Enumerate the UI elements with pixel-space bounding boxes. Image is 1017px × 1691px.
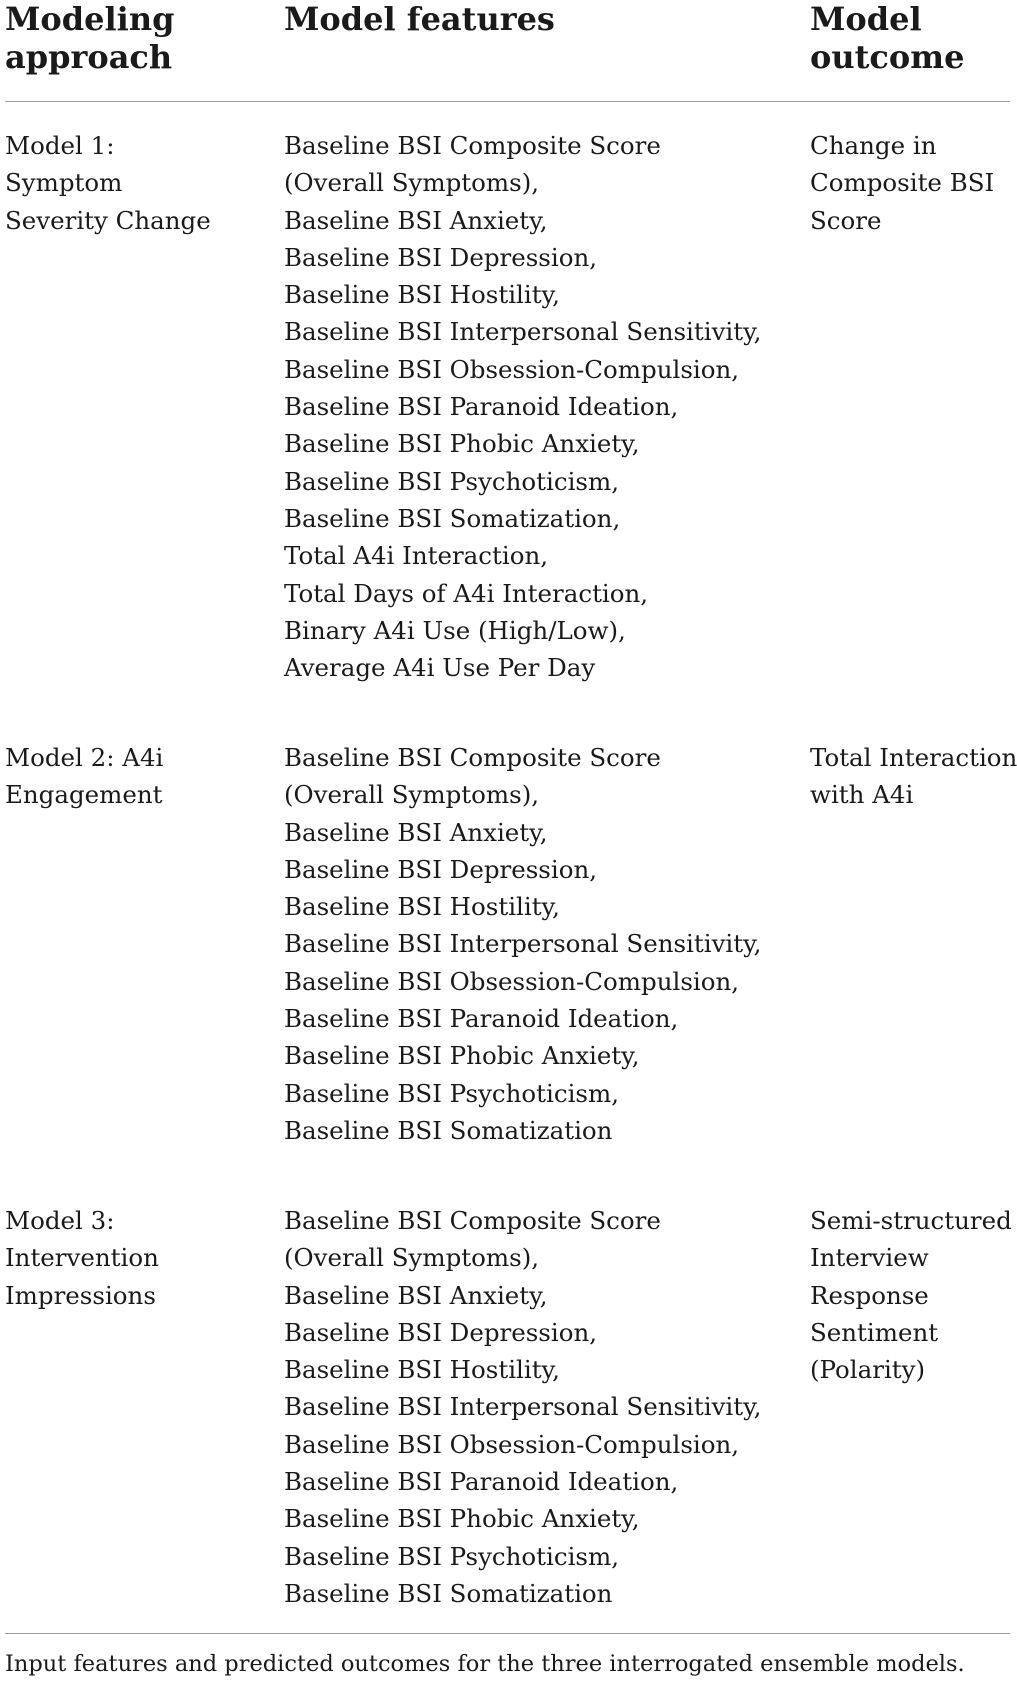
feature-line: (Overall Symptoms), (284, 168, 540, 198)
feature-line: Baseline BSI Depression, (284, 854, 598, 884)
approach-line: Severity Change (5, 205, 211, 235)
outcome-cell (810, 739, 1015, 814)
approach-cell (5, 739, 255, 814)
table-header-row (0, 0, 1017, 100)
table-caption: Input features and predicted outcomes for the three interrogated ensemble models. (5, 1651, 965, 1677)
feature-line: Baseline BSI Paranoid Ideation, (284, 1004, 679, 1034)
feature-line: Total Days of A4i Interaction, (284, 578, 649, 608)
header-features-line: Model features (284, 0, 555, 38)
header-model-features (284, 0, 784, 38)
outcome-line: with A4i (810, 780, 914, 810)
feature-line: Baseline BSI Depression, (284, 1317, 598, 1347)
feature-line: Baseline BSI Paranoid Ideation, (284, 392, 679, 422)
features-cell (284, 1202, 804, 1612)
feature-line: Baseline BSI Psychoticism, (284, 1541, 619, 1571)
feature-line: Baseline BSI Depression, (284, 242, 598, 272)
footer-divider (5, 1633, 1010, 1634)
feature-line: Total A4i Interaction, (284, 541, 549, 571)
feature-line: Baseline BSI Anxiety, (284, 817, 548, 847)
outcome-line: Composite BSI (810, 168, 995, 198)
feature-line: Baseline BSI Obsession-Compulsion, (284, 1429, 740, 1459)
feature-line: Baseline BSI Composite Score (284, 1206, 661, 1235)
feature-line: Baseline BSI Anxiety, (284, 1280, 548, 1310)
feature-line: Baseline BSI Composite Score (284, 131, 661, 160)
approach-line: Intervention (5, 1243, 159, 1273)
header-outcome-line: Model (810, 0, 922, 38)
approach-line: Symptom (5, 168, 123, 198)
outcome-cell (810, 127, 1015, 239)
approach-line: Impressions (5, 1280, 156, 1310)
feature-line: Baseline BSI Somatization (284, 1115, 613, 1145)
feature-line: Baseline BSI Hostility, (284, 1355, 560, 1385)
feature-line: Baseline BSI Obsession-Compulsion, (284, 354, 740, 384)
feature-line: Baseline BSI Psychoticism, (284, 1078, 619, 1108)
feature-line: Average A4i Use Per Day (284, 653, 596, 683)
outcome-line: Total Interaction (810, 743, 1017, 772)
outcome-line: (Polarity) (810, 1355, 926, 1385)
feature-line: Baseline BSI Hostility, (284, 280, 560, 310)
outcome-line: Interview (810, 1243, 929, 1273)
header-outcome-line: outcome (810, 38, 965, 76)
feature-line: Baseline BSI Psychoticism, (284, 466, 619, 496)
header-modeling-approach (5, 0, 255, 76)
header-divider (5, 101, 1010, 102)
feature-line: (Overall Symptoms), (284, 1243, 540, 1273)
feature-line: Baseline BSI Composite Score (284, 743, 661, 772)
approach-cell (5, 127, 255, 239)
feature-line: Baseline BSI Obsession-Compulsion, (284, 966, 740, 996)
feature-line: Baseline BSI Interpersonal Sensitivity, (284, 929, 762, 959)
features-cell (284, 739, 804, 1149)
outcome-line: Semi-structured (810, 1206, 1012, 1235)
approach-cell (5, 1202, 255, 1314)
outcome-line: Score (810, 205, 882, 235)
header-model-outcome (810, 0, 1010, 76)
feature-line: Binary A4i Use (High/Low), (284, 615, 626, 645)
feature-line: Baseline BSI Phobic Anxiety, (284, 1504, 640, 1534)
feature-line: Baseline BSI Phobic Anxiety, (284, 429, 640, 459)
outcome-line: Change in (810, 131, 937, 160)
feature-line: Baseline BSI Hostility, (284, 892, 560, 922)
header-approach-line: Modeling (5, 0, 175, 38)
feature-line: Baseline BSI Phobic Anxiety, (284, 1041, 640, 1071)
outcome-line: Response (810, 1280, 929, 1310)
feature-line: Baseline BSI Somatization (284, 1578, 613, 1608)
approach-line: Model 3: (5, 1206, 115, 1235)
header-approach-line: approach (5, 38, 173, 76)
approach-line: Engagement (5, 780, 163, 810)
outcome-cell (810, 1202, 1015, 1388)
approach-line: Model 1: (5, 131, 115, 160)
feature-line: Baseline BSI Interpersonal Sensitivity, (284, 1392, 762, 1422)
features-cell (284, 127, 804, 686)
feature-line: Baseline BSI Interpersonal Sensitivity, (284, 317, 762, 347)
feature-line: Baseline BSI Somatization, (284, 503, 621, 533)
approach-line: Model 2: A4i (5, 743, 164, 772)
feature-line: (Overall Symptoms), (284, 780, 540, 810)
feature-line: Baseline BSI Paranoid Ideation, (284, 1467, 679, 1497)
feature-line: Baseline BSI Anxiety, (284, 205, 548, 235)
outcome-line: Sentiment (810, 1317, 939, 1347)
